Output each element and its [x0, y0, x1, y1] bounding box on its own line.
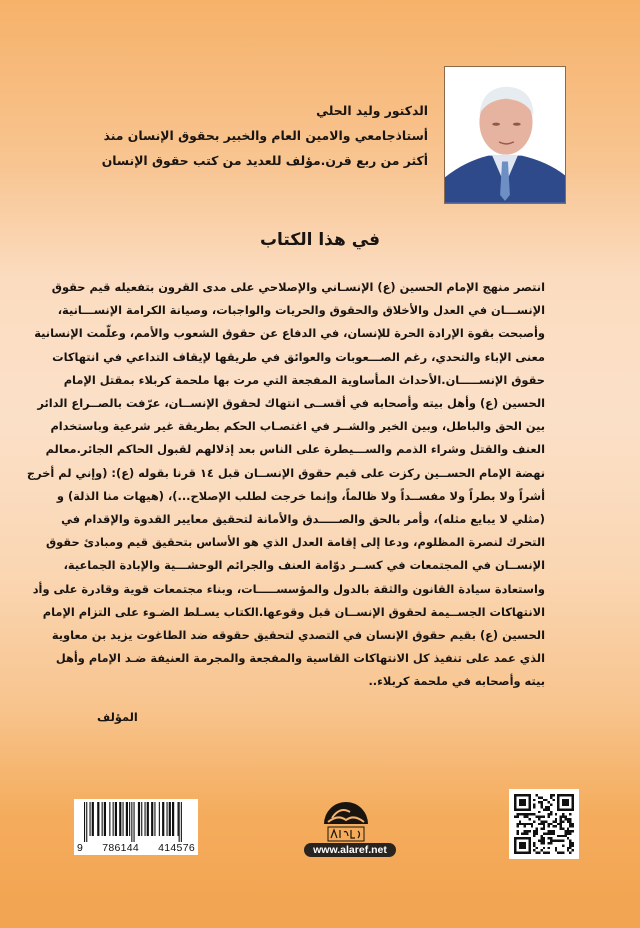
- barcode-right-digits: 414576: [158, 842, 195, 854]
- author-photo: [444, 66, 566, 204]
- qr-module: [562, 835, 564, 837]
- barcode-bar: [172, 802, 174, 836]
- qr-module: [550, 832, 552, 834]
- qr-module: [540, 835, 542, 837]
- qr-finder-pattern: [519, 842, 526, 849]
- qr-module: [521, 813, 523, 815]
- qr-module: [560, 820, 562, 822]
- qr-module: [555, 818, 557, 820]
- qr-module: [545, 808, 547, 810]
- qr-module: [567, 818, 569, 820]
- barcode-bar: [109, 802, 110, 836]
- qr-module: [543, 837, 545, 839]
- qr-module: [548, 801, 550, 803]
- qr-module: [567, 837, 569, 839]
- qr-finder-pattern: [562, 799, 569, 806]
- qr-module: [572, 825, 574, 827]
- barcode-bar: [92, 802, 94, 836]
- description-line: الإنســـان في العدل والأخلاق والحقوق والحريات والواجبات، وصيانة الكرامة الإنســـانية،: [57, 303, 545, 318]
- qr-module: [526, 832, 528, 834]
- qr-module: [540, 823, 542, 825]
- barcode-guard-bar: [86, 802, 87, 842]
- qr-module: [548, 837, 550, 839]
- qr-module: [531, 823, 533, 825]
- qr-module: [548, 847, 550, 849]
- qr-module: [548, 808, 550, 810]
- barcode-guard-bar: [84, 802, 85, 842]
- description-line: أشراً ولا بطراً ولا مفســداً ولا ظالماً، وإنما خرجت لطلب الإصلاح...)، (هيهات منا الذلة) و: [56, 488, 545, 503]
- qr-module: [533, 835, 535, 837]
- qr-module: [531, 825, 533, 827]
- qr-module: [560, 852, 562, 854]
- qr-module: [543, 852, 545, 854]
- barcode-bar: [97, 802, 99, 836]
- qr-module: [552, 840, 554, 842]
- qr-module: [569, 852, 571, 854]
- description-line: انتصر منهج الإمام الحسين (ع) الإنسـاني والإصلاحي على مدى القرون بتفعيله قيم حقوق: [51, 280, 545, 294]
- qr-module: [567, 820, 569, 822]
- barcode-bar: [126, 802, 128, 836]
- qr-module: [521, 823, 523, 825]
- qr-module: [555, 849, 557, 851]
- qr-module: [519, 813, 521, 815]
- qr-module: [516, 816, 518, 818]
- qr-module: [538, 818, 540, 820]
- qr-module: [536, 816, 538, 818]
- qr-module: [533, 830, 535, 832]
- barcode-guard-bar: [134, 802, 135, 842]
- description-line: الذي عمد على تنفيذ كل الانتهاكات القاسية والمفجعة والمجرمة العنيفة ضـد الإمام وأهل: [55, 651, 545, 666]
- barcode-bar: [138, 802, 140, 836]
- author-bio-line: أستاذجامعي والامين العام والخبير بحقوق الإنسان منذ: [103, 128, 428, 143]
- qr-module: [557, 823, 559, 825]
- qr-module: [555, 820, 557, 822]
- qr-module: [545, 806, 547, 808]
- qr-module: [543, 823, 545, 825]
- qr-module: [545, 820, 547, 822]
- qr-module: [569, 818, 571, 820]
- qr-module: [560, 825, 562, 827]
- qr-module: [538, 811, 540, 813]
- qr-module: [538, 796, 540, 798]
- qr-module: [557, 852, 559, 854]
- qr-module: [569, 823, 571, 825]
- qr-module: [536, 830, 538, 832]
- qr-module: [540, 796, 542, 798]
- isbn-barcode: [74, 799, 198, 855]
- qr-module: [543, 808, 545, 810]
- barcode-bar: [102, 802, 103, 836]
- qr-module: [545, 852, 547, 854]
- barcode-bar: [159, 802, 160, 836]
- qr-module: [569, 825, 571, 827]
- qr-module: [545, 799, 547, 801]
- barcode-bar: [129, 802, 130, 836]
- qr-module: [562, 844, 564, 846]
- qr-module: [516, 832, 518, 834]
- barcode-bar: [151, 802, 153, 836]
- qr-module: [567, 847, 569, 849]
- barcode-bar: [113, 802, 114, 836]
- qr-module: [528, 830, 530, 832]
- barcode-left-digits: 786144: [102, 842, 140, 854]
- qr-finder-pattern: [519, 799, 526, 806]
- barcode-bar: [119, 802, 121, 836]
- barcode-bar: [90, 802, 91, 836]
- qr-module: [550, 804, 552, 806]
- qr-module: [533, 842, 535, 844]
- qr-module: [550, 837, 552, 839]
- qr-module: [536, 852, 538, 854]
- qr-module: [540, 816, 542, 818]
- qr-module: [550, 823, 552, 825]
- qr-module: [560, 823, 562, 825]
- qr-module: [538, 840, 540, 842]
- qr-module: [552, 820, 554, 822]
- qr-module: [550, 796, 552, 798]
- description-line: التحرك لنصرة المظلوم، ودعا إلى إقامة العدل الذي هو الأساس بتحقيق قيم ومبادئ حقوق: [45, 535, 545, 550]
- qr-module: [545, 832, 547, 834]
- qr-module: [572, 842, 574, 844]
- qr-module: [521, 832, 523, 834]
- author-name: الدكتور وليد الحلي: [316, 103, 428, 118]
- publisher-logo-icon: [320, 800, 372, 844]
- qr-module: [540, 837, 542, 839]
- barcode-bars: [78, 802, 194, 842]
- qr-module: [569, 832, 571, 834]
- qr-module: [564, 830, 566, 832]
- qr-module: [550, 840, 552, 842]
- qr-module: [572, 849, 574, 851]
- description-line: العنف والقتل وشراء الذمم والســـيطرة على الناس بعد إذلالهم لقبول الحاكم الجائر.معالم: [45, 442, 545, 457]
- qr-module: [524, 816, 526, 818]
- description-line: بين الحق والباطل، وبين الخير والشــر في اغتصـاب الحكم بطريقة غير شرعية وباستخدام: [50, 419, 545, 434]
- qr-module: [526, 813, 528, 815]
- qr-module: [533, 813, 535, 815]
- qr-module: [536, 847, 538, 849]
- qr-module: [562, 828, 564, 830]
- qr-module: [533, 849, 535, 851]
- qr-module: [562, 816, 564, 818]
- qr-module: [536, 832, 538, 834]
- description-line: واستعادة سيادة القانون والثقة بالدول والمؤسســـــات، وبناء مجتمعات قوية وقادرة على وأد: [32, 581, 545, 596]
- barcode-bar: [123, 802, 124, 836]
- qr-module: [560, 816, 562, 818]
- qr-module: [567, 830, 569, 832]
- qr-module: [550, 813, 552, 815]
- qr-module: [552, 825, 554, 827]
- qr-module: [567, 832, 569, 834]
- qr-module: [519, 823, 521, 825]
- qr-module: [533, 844, 535, 846]
- qr-module: [569, 840, 571, 842]
- qr-module: [526, 816, 528, 818]
- barcode-guard-bar: [181, 802, 182, 842]
- qr-module: [524, 832, 526, 834]
- qr-module: [552, 830, 554, 832]
- qr-module: [526, 823, 528, 825]
- qr-module: [543, 828, 545, 830]
- qr-code-pattern: [514, 794, 574, 854]
- qr-module: [564, 816, 566, 818]
- qr-module: [540, 801, 542, 803]
- qr-module: [538, 852, 540, 854]
- qr-module: [543, 847, 545, 849]
- description-line: الانتهاكات الجســيمة لحقوق الإنســان قبل وقوعها.الكتاب يسـلط الضـوء على التزام الإمام: [42, 604, 545, 619]
- description-line: وأصبحت بقوة الإرادة الحرة للإنسان، في الدفاع عن حقوق الشعوب والأمم، وعلّمت الإنسانية: [34, 326, 545, 341]
- qr-module: [543, 832, 545, 834]
- author-bio: [98, 98, 428, 173]
- qr-module: [524, 830, 526, 832]
- qr-module: [548, 832, 550, 834]
- qr-module: [531, 813, 533, 815]
- qr-module: [543, 842, 545, 844]
- qr-module: [569, 842, 571, 844]
- barcode-bar: [147, 802, 149, 836]
- description-line: الإنســان في المجتمعات في كســر دوّامة العنف والجرائم الوحشـــية والإبادة الجماعية،: [63, 558, 545, 573]
- qr-module: [538, 823, 540, 825]
- qr-module: [560, 840, 562, 842]
- qr-module: [562, 813, 564, 815]
- barcode-guard-bar: [179, 802, 180, 842]
- author-signature: المؤلف: [97, 710, 138, 724]
- qr-module: [533, 832, 535, 834]
- qr-module: [557, 840, 559, 842]
- qr-module: [533, 806, 535, 808]
- qr-module: [552, 832, 554, 834]
- description-line: (مثلي لا يبايع مثله)، وأمر بالحق والصـــــدق والأمانة لتحقيق معايير القدوة والإقدام في: [61, 512, 545, 527]
- qr-module: [543, 825, 545, 827]
- book-description: [26, 276, 545, 694]
- qr-module: [550, 811, 552, 813]
- qr-module: [572, 844, 574, 846]
- qr-module: [516, 813, 518, 815]
- qr-code[interactable]: [509, 789, 579, 859]
- qr-module: [516, 830, 518, 832]
- barcode-bar: [115, 802, 117, 836]
- author-portrait-image: [445, 67, 565, 203]
- qr-module: [528, 818, 530, 820]
- qr-module: [564, 818, 566, 820]
- qr-module: [540, 806, 542, 808]
- description-line: بيته وأصحابه في ملحمة كربلاء..: [368, 674, 545, 689]
- qr-module: [552, 794, 554, 796]
- qr-module: [533, 804, 535, 806]
- qr-module: [555, 813, 557, 815]
- description-line: نهضة الإمام الحســين ركزت على قيم حقوق الإنســان قبل ١٤ قرنا بقوله (ع): (وإني لم أخرج: [26, 465, 545, 480]
- description-line: الحسين (ع) وأهل بيته وأصحابه في أقســى انتهاك لحقوق الإنســان، عرّفت بالصــراع الدائر: [37, 396, 545, 411]
- qr-module: [562, 820, 564, 822]
- qr-module: [543, 820, 545, 822]
- qr-module: [516, 823, 518, 825]
- qr-module: [567, 828, 569, 830]
- description-line: حقوق الإنســـــان.الأحداث المأساوية المفجعة التي مرت بها ملحمة كربلاء بمقتل الإمام: [63, 372, 545, 387]
- barcode-bar: [154, 802, 155, 836]
- qr-module: [548, 806, 550, 808]
- qr-module: [540, 840, 542, 842]
- qr-module: [555, 847, 557, 849]
- qr-module: [540, 849, 542, 851]
- qr-module: [516, 825, 518, 827]
- description-line: معنى الإباء والتحدي، رغم الصـــعوبات والعوائق في طريقها لإيقاف التداعي في انتهاكات: [52, 349, 545, 364]
- qr-module: [538, 816, 540, 818]
- qr-module: [555, 840, 557, 842]
- qr-module: [540, 828, 542, 830]
- barcode-bar: [178, 802, 179, 836]
- qr-module: [540, 842, 542, 844]
- qr-module: [564, 835, 566, 837]
- barcode-number: [77, 842, 195, 854]
- qr-module: [526, 830, 528, 832]
- description-line: الحسين (ع) بقيم حقوق الإنسان في التصدي لتحقيق حقوقه ضد الطاغوت يزيد بن معاوية: [51, 628, 545, 643]
- barcode-bar: [145, 802, 146, 836]
- qr-module: [536, 794, 538, 796]
- qr-module: [569, 830, 571, 832]
- qr-module: [548, 852, 550, 854]
- qr-module: [550, 794, 552, 796]
- qr-module: [524, 825, 526, 827]
- qr-module: [569, 813, 571, 815]
- barcode-bar: [141, 802, 142, 836]
- qr-module: [524, 813, 526, 815]
- qr-module: [548, 825, 550, 827]
- qr-module: [524, 823, 526, 825]
- qr-module: [567, 849, 569, 851]
- qr-module: [519, 820, 521, 822]
- author-bio-line: أكثر من ربع قرن.مؤلف للعديد من كتب حقوق الإنسان: [101, 153, 428, 168]
- qr-module: [555, 825, 557, 827]
- qr-module: [550, 830, 552, 832]
- qr-module: [540, 804, 542, 806]
- qr-module: [528, 823, 530, 825]
- qr-module: [562, 852, 564, 854]
- qr-module: [543, 840, 545, 842]
- qr-module: [543, 799, 545, 801]
- qr-module: [569, 844, 571, 846]
- qr-module: [540, 820, 542, 822]
- qr-module: [569, 820, 571, 822]
- qr-module: [560, 818, 562, 820]
- qr-module: [550, 842, 552, 844]
- qr-module: [548, 816, 550, 818]
- barcode-bar: [167, 802, 168, 836]
- qr-module: [557, 835, 559, 837]
- qr-module: [569, 847, 571, 849]
- qr-module: [564, 832, 566, 834]
- qr-module: [562, 840, 564, 842]
- qr-module: [538, 801, 540, 803]
- qr-module: [533, 799, 535, 801]
- barcode-bar: [162, 802, 164, 836]
- qr-module: [514, 816, 516, 818]
- qr-module: [548, 842, 550, 844]
- qr-module: [528, 813, 530, 815]
- qr-module: [543, 816, 545, 818]
- qr-module: [548, 823, 550, 825]
- barcode-lead-digit: 9: [77, 842, 84, 854]
- barcode-guard-bar: [131, 802, 132, 842]
- qr-module: [572, 823, 574, 825]
- qr-module: [560, 835, 562, 837]
- qr-module: [572, 830, 574, 832]
- barcode-bar: [169, 802, 171, 836]
- qr-module: [560, 828, 562, 830]
- publisher-website-link[interactable]: www.alaref.net: [304, 843, 396, 857]
- section-title: في هذا الكتاب: [259, 230, 381, 250]
- qr-module: [548, 830, 550, 832]
- qr-module: [552, 799, 554, 801]
- qr-module: [536, 828, 538, 830]
- barcode-bar: [104, 802, 106, 836]
- qr-module: [548, 813, 550, 815]
- qr-module: [533, 820, 535, 822]
